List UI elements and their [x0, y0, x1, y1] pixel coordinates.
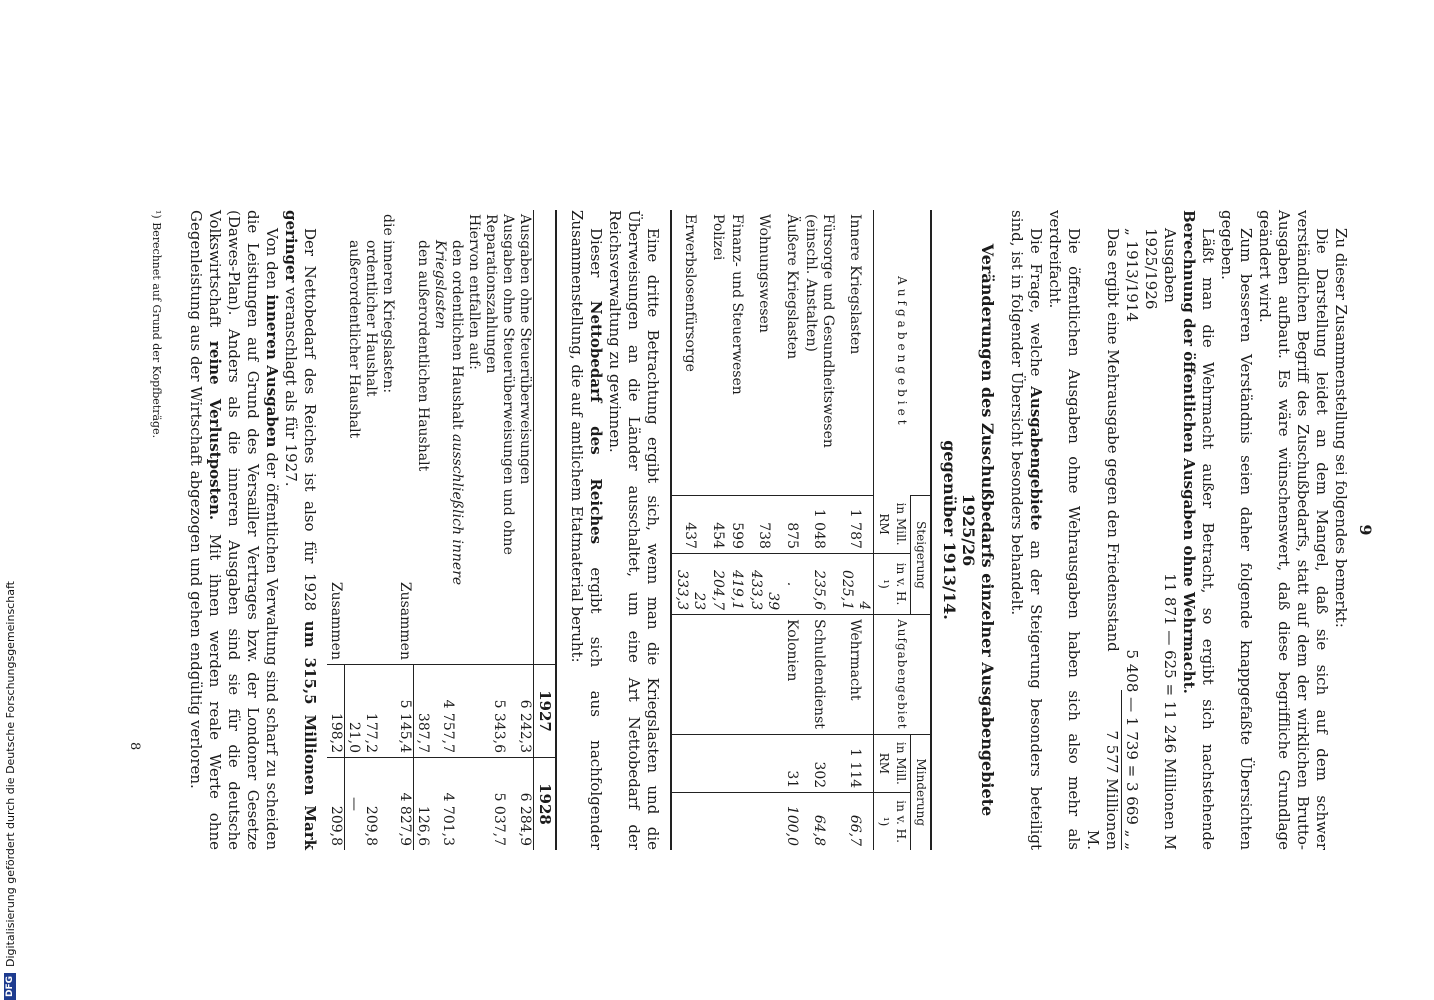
- row-mill: 302: [801, 734, 837, 793]
- middle-paragraph-2: [567, 210, 605, 850]
- row-label: den außerordentlichen Haushalt: [414, 240, 431, 472]
- middle-p2-c: ergibt sich aus nachfolgender Zusammenstellung, die auf amtlichem Etatmaterial beruht:: [568, 210, 605, 851]
- col-1927: 1927: [534, 665, 557, 758]
- row-pct: .: [782, 553, 801, 614]
- table-row: [396, 210, 414, 850]
- intro-p7-text-c: an der Steigerung besonders beteiligt sind, ist in folgender Übersicht besonders behandelt.: [1008, 210, 1045, 850]
- middle-p2-bold: Nettobedarf des Reiches: [587, 300, 605, 545]
- kriegslasten-label: die inneren Kriegslasten:: [380, 214, 396, 394]
- sum-1927: 198,2: [327, 665, 345, 758]
- sum-1928: 4 827,9: [396, 758, 414, 851]
- table1-head-increase: Steigerung: [911, 495, 932, 614]
- row-label: Schuldendienst: [801, 615, 837, 734]
- table-row: [345, 210, 363, 850]
- row-label: Polizei: [710, 214, 726, 261]
- value-1927: 177,2: [362, 665, 379, 758]
- intro-paragraph-6: Die öffentlichen Ausgaben ohne Wehrausgaben haben sich also mehr als verdreifacht.: [1046, 210, 1083, 850]
- table1-head-decrease: Minderung: [911, 734, 932, 850]
- closing-p2-a: Von den: [263, 228, 281, 295]
- row-pct: 39 433,3: [746, 553, 782, 614]
- value-1928: —: [345, 758, 363, 851]
- row-label: Fürsorge und Gesundheitswesen (einschl. Anstalten): [803, 214, 836, 448]
- row-label: den ordentlichen Haushalt: [449, 240, 465, 430]
- value-1928: 5 037,7: [482, 758, 516, 851]
- rotated-page-content: [150, 210, 1375, 851]
- row-mill: 437: [671, 495, 708, 553]
- row-mill: 875: [782, 495, 801, 553]
- table-row: [414, 210, 432, 850]
- calc-1-label: Ausgaben 1925/1926: [1142, 228, 1179, 310]
- row-mill: 1 787: [837, 495, 874, 553]
- sum-1927: 5 145,4: [396, 665, 414, 758]
- row-pct: 66,7: [837, 793, 874, 850]
- row-label: Finanz- und Steuerwesen: [729, 214, 745, 395]
- intro-paragraph-7: [1007, 210, 1045, 850]
- intro-paragraph-5: [1083, 210, 1122, 850]
- intro-paragraph-2: Die Darstellung leidet an dem Mangel, daß sie sich auf dem schwer verständlichen Begriff des Zuschußbedarfs, statt auf dem der wirklichen Brutto-Ausgaben aufbaut. Es wäre wünschenswert, daß diese begriffliche Grundlage geändert wird.: [1256, 210, 1331, 850]
- calc-1-value: 11 871 — 625 = 11 246 Millionen M: [1161, 573, 1179, 850]
- hiervon-label: Hiervon entfallen auf:: [466, 214, 482, 370]
- table-row: [362, 210, 379, 850]
- margin-note: [0, 0, 20, 1000]
- closing-p2-bold: inneren Ausgaben: [263, 294, 281, 448]
- intro-p5-total: 7 577 Millionen M.: [1083, 690, 1122, 850]
- sum-label: Zusammen: [397, 581, 414, 660]
- col-1928: 1928: [534, 758, 557, 851]
- row-label: Ausgaben ohne Steuerüberweisungen und ohne Reparationszahlungen: [483, 214, 516, 555]
- table1-title: Veränderungen des Zuschußbedarfs einzelner Ausgabengebiete 1925/26: [959, 243, 997, 817]
- middle-p2-a: Dieser: [587, 228, 605, 301]
- closing-p1-c: veranschlagt als für 1927.: [282, 282, 300, 487]
- row-pct: 4 025,1: [837, 553, 874, 614]
- table-row: [782, 210, 801, 850]
- table-row: [327, 210, 345, 850]
- value-1928: 126,6: [414, 758, 432, 851]
- table-row: [708, 210, 727, 850]
- sum-1928: 209,8: [327, 758, 345, 851]
- value-1927: 387,7: [414, 665, 432, 758]
- table-row: [516, 210, 534, 850]
- row-label: außerordentlicher Haushalt: [345, 240, 362, 439]
- row-pct: 100,0: [782, 793, 801, 850]
- table-row: [431, 210, 465, 850]
- intro-p7-bold: Ausgabengebiete: [1027, 386, 1045, 531]
- row-label: Erwerbslosenfürsorge: [682, 214, 699, 372]
- table-row: [746, 210, 782, 850]
- footnote: ¹) Berechnet auf Grund der Kopfbeträge.: [150, 210, 163, 439]
- row-label: Wohnungswesen: [756, 214, 773, 333]
- dfg-logo: DFG: [4, 973, 16, 1000]
- table-row: [727, 210, 746, 850]
- row-mill: 1 114: [837, 734, 874, 793]
- page-number: 9: [1356, 524, 1375, 536]
- row-label: ordentlicher Haushalt: [363, 240, 379, 397]
- net-demand-table: [327, 210, 557, 850]
- table1-head-mill-dec: in Mill. RM: [874, 734, 911, 793]
- value-1927: 21,0: [345, 665, 363, 758]
- row-label: Äußere Kriegslasten: [784, 214, 800, 360]
- table1-subtitle: gegenüber 1913/14.: [940, 440, 959, 620]
- table-row: [837, 210, 874, 850]
- row-label-with-bracket: [431, 210, 465, 665]
- value-1928: 209,8: [362, 758, 379, 851]
- intro-p5-text: Das ergibt eine Mehrausgabe gegen den Friedensstand: [1104, 228, 1122, 652]
- intro-paragraph-3: Zum besseren Verständnis seien daher folgende knappgefaßte Übersichten gegeben.: [1218, 210, 1255, 850]
- row-mill: 454: [708, 495, 727, 553]
- table1-head-mill-inc: in Mill. RM: [874, 495, 911, 553]
- intro-p4-text: Läßt man die Wehrmacht außer Betracht, so ergibt sich nachstehende: [1199, 228, 1217, 850]
- table1-head-area-left: Aufgabengebiet: [874, 210, 932, 495]
- table-row: [379, 210, 396, 850]
- row-label: Innere Kriegslasten: [847, 214, 864, 355]
- calculation-block: [1122, 228, 1179, 850]
- value-1927: 5 343,6: [482, 665, 516, 758]
- value-1927: 4 757,7: [431, 665, 465, 758]
- table-row: [671, 210, 708, 850]
- closing-paragraph-1: [281, 210, 319, 850]
- closing-p1-a: Der Nettobedarf des Reiches ist also für 1928: [301, 228, 319, 621]
- calc-2-label: „ 1913/1914: [1123, 228, 1141, 322]
- row-label: Kolonien: [782, 615, 801, 734]
- row-pct: 204,7: [708, 553, 727, 614]
- calc-2-value: 5 408 — 1 739 = 3 669 „ „: [1123, 649, 1141, 850]
- margin-note-text: Digitalisierung gefördert durch die Deutsche Forschungsgemeinschaft: [3, 581, 17, 967]
- intro-paragraph-4: [1179, 210, 1217, 850]
- intro-p7-text-a: Die Frage, welche: [1027, 228, 1045, 387]
- row-mill: 738: [746, 495, 782, 553]
- value-1928: 4 701,3: [431, 758, 465, 851]
- row-mill: 599: [727, 495, 746, 553]
- closing-p2-c: der öffentlichen Verwaltung sind scharf zu scheiden die Leistungen auf Grund des Versailler Vertrages bzw. der Londoner Gesetze (Dawes-Plan). Anders als die inneren Ausgaben sind sie für die deutsche Volkswirtschaft: [206, 210, 281, 851]
- margin-page-number: 8: [127, 742, 142, 751]
- row-pct: 419,1: [727, 553, 746, 614]
- middle-paragraph-1: Eine dritte Betrachtung ergibt sich, wenn man die Kriegslasten und die Überweisungen an die Länder ausschaltet, um eine Art Nettobedarf der Reichsverwaltung zu gewinnen.: [606, 210, 662, 850]
- row-pct: 235,6: [801, 553, 837, 614]
- row-pct: 64,8: [801, 793, 837, 850]
- row-mill: 1 048: [801, 495, 837, 553]
- changes-table: [670, 210, 932, 850]
- row-pct: 23 333,3: [671, 553, 708, 614]
- row-label: Ausgaben ohne Steuerüberweisungen: [517, 214, 533, 485]
- closing-p2-bold-2: reine Verlustposten.: [206, 341, 224, 521]
- row-label: Wehrmacht: [837, 615, 874, 734]
- closing-paragraph-2: [186, 210, 281, 850]
- sum-label: Zusammen: [328, 581, 345, 660]
- table-row: [801, 210, 837, 850]
- bracket-label: ausschließlich innere Kriegslasten: [432, 240, 465, 586]
- table1-head-pct-inc: in v. H. ¹): [874, 553, 911, 614]
- intro-paragraph-1: Zu dieser Zusammenstellung sei folgendes bemerkt:: [1332, 228, 1350, 628]
- value-1928: 6 284,9: [516, 758, 534, 851]
- table-row: [465, 210, 482, 850]
- table1-head-area-right: Aufgabengebiet: [874, 615, 932, 734]
- closing-p2-e: Mit ihnen werden reale Werte ohne Gegenleistung aus der Wirtschaft abgezogen und gehen endgültig verloren.: [187, 210, 224, 850]
- intro-p4-bold: Berechnung der öffentlichen Ausgaben ohne Wehrmacht.: [1180, 210, 1198, 694]
- table1-head-pct-dec: in v. H. ¹): [874, 793, 911, 850]
- row-mill: 31: [782, 734, 801, 793]
- closing-p1-bold: um 315,5 Millionen Mark geringer: [282, 210, 319, 850]
- value-1927: 6 242,3: [516, 665, 534, 758]
- table-row: [482, 210, 516, 850]
